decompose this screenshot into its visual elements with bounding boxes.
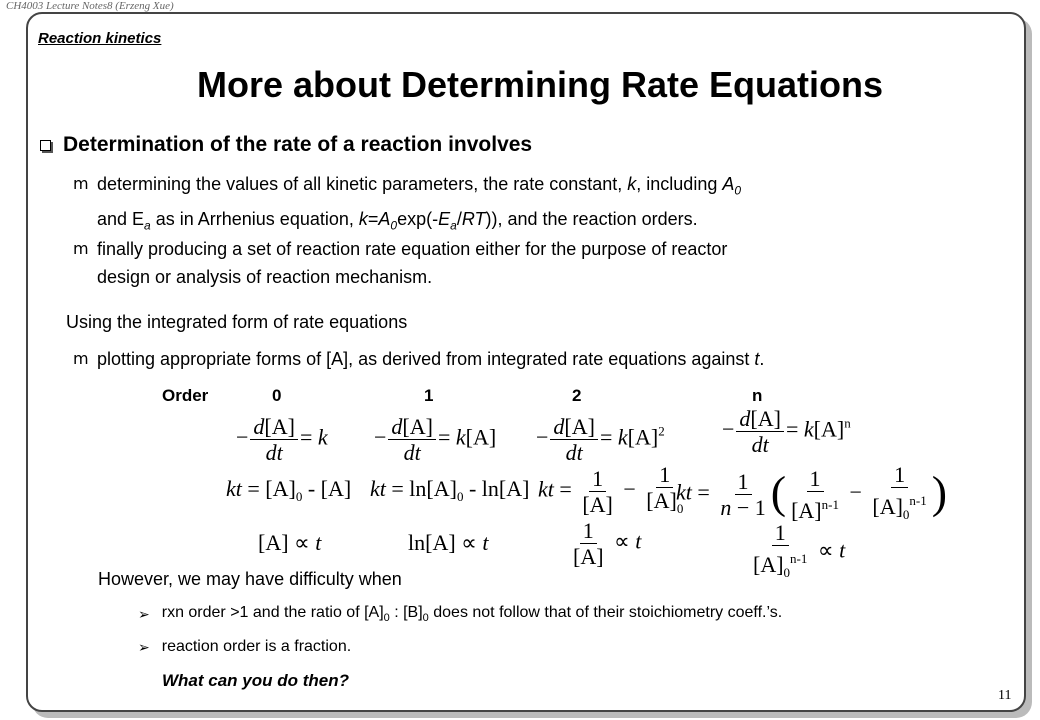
rate-law-n: − $\frac{d[A]}{dt}$ = $k[A]^n$	[722, 406, 851, 457]
difficulty-2	[138, 638, 351, 656]
section-title: Reaction kinetics	[38, 30, 162, 47]
sub-bullet-1-text: determining the values of all kinetic parameters, the rate constant, k, including $A_0$ and $E_a$ as in Arrhenius equation, $k=A_0\exp(-E_a/RT)$), and the reaction orders.	[97, 174, 742, 233]
m-bullet-icon: m	[73, 239, 89, 258]
difficulty-1	[138, 604, 782, 624]
arrow-bullet-icon: ➢	[138, 605, 150, 622]
page-number: 11	[998, 688, 1012, 703]
plot-1: ln[A] ∝ t	[408, 530, 489, 555]
difficulty-2-text: reaction order is a fraction.	[161, 638, 352, 655]
order-2: 2	[572, 386, 582, 405]
integrated-form-text: Using the integrated form of rate equations	[66, 312, 408, 332]
plot-2: $\frac{1}{[A]}$ ∝ t	[573, 518, 642, 569]
plotting-text: plotting appropriate forms of [A], as derived from integrated rate equations against t.	[97, 349, 765, 369]
arrow-bullet-icon: ➢	[138, 638, 150, 655]
difficulty-1-text: rxn order >1 and the ratio of $[A]_0$ : $[B]_0$ does not follow that of their stoichiometry coeff.’s.	[161, 604, 783, 625]
plot-0: [A] ∝ t	[258, 530, 322, 555]
integrated-n: kt = $\frac{1}{n - 1}$ ( $\frac{1}{[A]^{n-1}}$ − $\frac{1}{[A]_0^{n-1}}$ )	[676, 462, 948, 523]
however-text: However, we may have difficulty when	[98, 569, 402, 589]
course-note: CH4003 Lecture Notes8 (Erzeng Xue)	[6, 0, 174, 12]
m-bullet-icon: m	[73, 349, 89, 368]
sub-bullet-2	[73, 235, 973, 291]
main-bullet-text: Determination of the rate of a reaction involves	[63, 133, 533, 156]
rate-law-0: − $\frac{d[A]}{dt}$ = k	[236, 414, 328, 465]
order-0: 0	[272, 386, 282, 405]
order-label: Order	[162, 386, 209, 405]
order-1: 1	[424, 386, 434, 405]
rate-law-2: − $\frac{d[A]}{dt}$ = $k[A]^2$	[536, 414, 665, 465]
what-can-you-do-text: What can you do then?	[162, 671, 349, 690]
order-n: n	[752, 386, 763, 405]
plot-n: $\frac{1}{[A]_0^{n-1}}$ ∝ t	[753, 520, 846, 580]
square-bullet-icon	[40, 140, 51, 151]
m-bullet-icon: m	[73, 174, 89, 193]
slide-title: More about Determining Rate Equations	[196, 64, 884, 105]
sub-bullet-3	[73, 345, 973, 373]
integrated-1: kt = $\ln[A]_0 - \ln[A]$	[370, 476, 530, 504]
integrated-0: kt = $[A]_0 - [A]$	[226, 476, 352, 504]
sub-bullet-1	[73, 170, 973, 239]
rate-law-1: − $\frac{d[A]}{dt}$ = k[A]	[374, 414, 497, 465]
main-bullet	[40, 133, 532, 157]
integrated-2: kt = $\frac{1}{[A]}$ − $\frac{1}{[A]_0}$	[538, 462, 684, 517]
sub-bullet-2-text: finally producing a set of reaction rate equation either for the purpose of reactor design or analysis of reaction mechanism.	[97, 239, 728, 287]
